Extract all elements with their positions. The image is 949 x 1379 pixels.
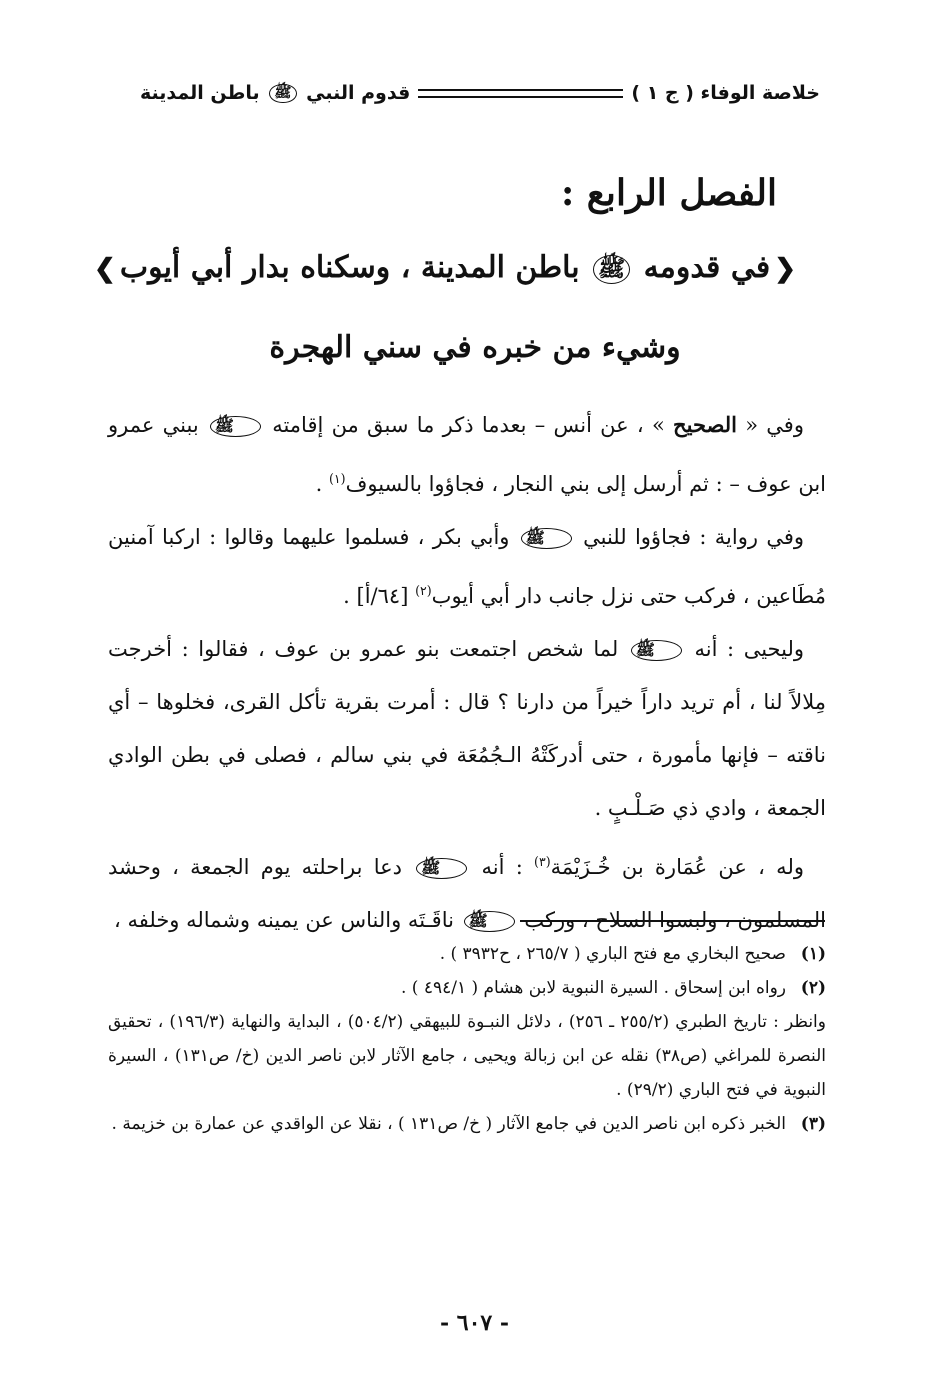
paragraph-2 (108, 511, 826, 623)
chapter-title-part-b: باطن المدينة ، وسكناه بدار أبي أيوب (119, 250, 580, 285)
honorific-icon: ﷺ (210, 416, 261, 437)
p3-text-a: وليحيى : أنه (684, 637, 804, 661)
footnote-number: (٣) (800, 1114, 826, 1134)
paragraph-4 (108, 835, 826, 947)
chapter-label: الفصل الرابع : (560, 172, 777, 214)
footnote-ref-2[interactable]: (٢) (415, 583, 432, 598)
ornament-open-icon: ❮ (774, 254, 796, 284)
p2-text-end: [٦٤/أ] . (343, 584, 416, 608)
header-section-title (140, 82, 410, 104)
honorific-icon: ﷺ (631, 640, 682, 661)
p1-text-b: » ، عن أنس – بعدما ذكر ما سبق من إقامته (263, 413, 674, 437)
body-text (108, 398, 826, 947)
honorific-icon: ﷺ (593, 255, 630, 284)
p1-text-a: وفي « (736, 413, 804, 437)
honorific-icon: ﷺ (521, 528, 572, 549)
footnote-number: (١) (800, 944, 826, 964)
footnotes (108, 937, 826, 1141)
p1-source-bold: الصحيح (673, 412, 737, 437)
footnote-text: صحيح البخاري مع فتح الباري ( ٢٦٥/٧ ، ح٣٩٣٢ ) . (439, 944, 786, 964)
paragraph-1 (108, 398, 826, 511)
header-section-suffix: باطن المدينة (140, 82, 260, 104)
footnote-3 (108, 1107, 826, 1141)
header-book-title: خلاصة الوفاء ( ج ١ ) (631, 82, 820, 104)
header-section-prefix: قدوم النبي (306, 82, 411, 104)
p1-text-end: . (315, 472, 329, 496)
honorific-icon: ﷺ (464, 911, 515, 932)
footnote-divider (520, 920, 825, 922)
chapter-subtitle: وشيء من خبره في سني الهجرة (269, 330, 681, 365)
p1-text-c: ببني عمرو ابن عوف – : ثم أرسل إلى بني النجار ، فجاؤوا بالسيوف (108, 413, 826, 496)
chapter-title (94, 250, 800, 285)
paragraph-3 (108, 623, 826, 835)
footnote-number: (٢) (800, 978, 826, 998)
footnote-ref-3[interactable]: (٣) (534, 854, 551, 869)
p3-text-b: لما شخص اجتمعت بنو عمرو بن عوف ، فقالوا : أخرجت مِلالاً لنا ، أم تريد داراً خيراً من دارنا ؟ قال : أمرت بقرية تأكل القرى، فخلوها – أي ناقته – فإنها مأمورة ، حتى أدركَتْهُ الـجُمُعَة في بني سالم ، فصلى في بطن الوادي الجمعة ، وادي ذي صَـلْـبٍ . (108, 637, 826, 820)
p4-text-b: : أنه (470, 855, 535, 879)
footnote-2 (108, 971, 826, 1005)
footnote-2-continued: وانظر : تاريخ الطبري (٢٥٥/٢ ـ ٢٥٦) ، دلائل النبـوة للبيهقي (٥٠٤/٢) ، البداية والنهاية (١٩٦/٣) ، تحقيق النصرة للمراغي (ص٣٨) نقله عن ابن زبالة ويحيى ، جامع الآثار لابن ناصر الدين (خ/ ص١٣١) ، السيرة النبوية في فتح الباري (٢٩/٢) . (108, 1012, 826, 1100)
footnote-1 (108, 937, 826, 971)
page-number: - ٦٠٧ - (439, 1310, 510, 1336)
p4-text-a: وله ، عن عُمَارة بن خُـزَيْمَة (550, 855, 804, 879)
ornament-close-icon: ❯ (94, 254, 116, 284)
header-rule (418, 89, 623, 98)
p4-text-c: دعا براحلته يوم الجمعة ، وحشد المسلمون ، ولبسوا السلاح ، وركب (108, 855, 826, 932)
p4-text-d: ناقَـتَه والناس عن يمينه وشماله وخلفه ، (114, 908, 461, 932)
footnote-text: الخبر ذكره ابن ناصر الدين في جامع الآثار ( خ/ ص١٣١ ) ، نقلا عن الواقدي عن عمارة بن خزيمة . (111, 1114, 786, 1134)
footnote-text: رواه ابن إسحاق . السيرة النبوية لابن هشام ( ٤٩٤/١ ) . (400, 978, 786, 998)
chapter-title-part-a: في قدومه (643, 250, 771, 285)
running-header (140, 78, 820, 108)
honorific-icon: ﷺ (269, 84, 296, 103)
footnote-ref-1[interactable]: (١) (328, 471, 346, 486)
honorific-icon: ﷺ (416, 858, 467, 879)
p2-text-a: وفي رواية : فجاؤوا للنبي (574, 525, 804, 549)
p2-text-b: وأبي بكر ، فسلموا عليهما وقالوا : اركبا آمنين مُطَاعين ، فركب حتى نزل جانب دار أبي أيوب (108, 525, 826, 608)
